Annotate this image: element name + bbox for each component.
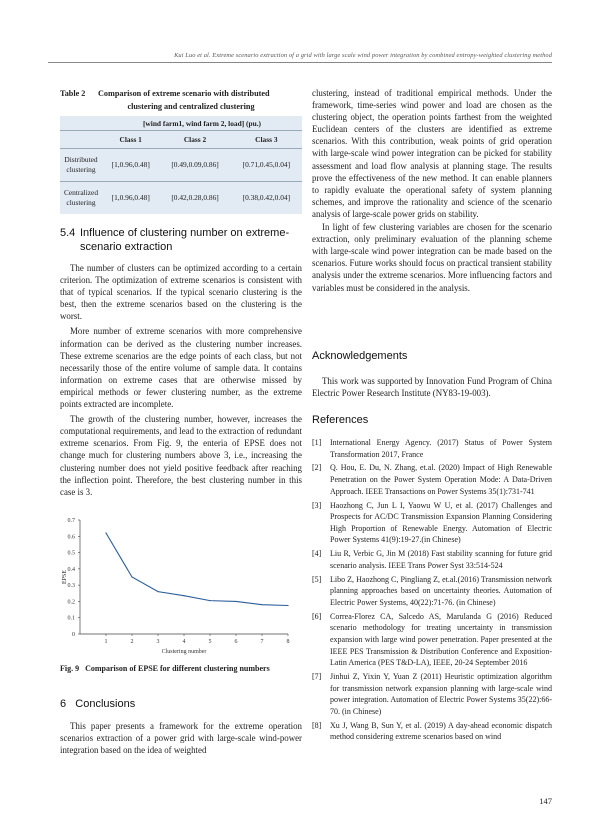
data-point	[235, 601, 236, 602]
figure-caption: Fig. 9 Comparison of EPSE for different clustering numbers	[60, 664, 270, 673]
paragraph: This paper presents a framework for the extreme operation scenarios extraction of a power grid with large-scale wind-power integration based on the idea of weighted	[60, 721, 302, 756]
data-point	[183, 595, 184, 596]
reference-number: [4]	[312, 549, 322, 559]
table-row	[60, 149, 302, 182]
reference-number: [2]	[312, 463, 322, 473]
y-axis-label: EPSE	[62, 569, 68, 585]
reference-item	[312, 548, 552, 571]
y-tick-label: 0.7	[67, 518, 75, 524]
y-tick-label: 0.3	[67, 583, 75, 590]
reference-list	[312, 437, 552, 745]
acknowledgements-heading: Acknowledgements	[312, 350, 408, 362]
running-header: Kui Luo et al. Extreme scenario extraction of a grid with large scale wind power integration by combined entropy-weighted clustering method	[174, 52, 552, 59]
data-point	[287, 605, 288, 606]
table-cell: [0.42,0.28,0.86]	[171, 193, 219, 202]
reference-text: International Energy Agency. (2017) Status of Power System Transformation 2017, France	[330, 438, 552, 459]
reference-text: Libo Z, Haozhong C, Pingliang Z, et.al.(2016) Transmission network planning approaches based on uncertainty theories. Automation of Electric Power Systems, 40(22):71-76. (in Chinese)	[330, 574, 552, 607]
data-point	[131, 576, 132, 577]
table-title-line1: Comparison of extreme scenario with distributed	[98, 89, 270, 98]
reference-text: Q. Hou, E. Du, N. Zhang, et.al. (2020) Impact of High Renewable Penetration on the Power System Operation Mode: A Data-Driven Approach. IEEE Transactions on Power Systems 35(1):731-741	[330, 463, 552, 496]
x-tick-label: 1	[104, 639, 108, 645]
comparison-table	[60, 116, 302, 214]
table-number: Table 2	[60, 89, 86, 98]
section-heading: 5.4 Influence of clustering number on extreme- scenario extraction	[60, 227, 290, 253]
reference-item	[312, 611, 552, 669]
x-tick-label: 2	[130, 639, 134, 645]
reference-item	[312, 574, 552, 609]
reference-number: [3]	[312, 500, 322, 510]
table-row-name: Centralized clustering	[63, 188, 99, 207]
data-point	[209, 600, 210, 601]
reference-number: [8]	[312, 720, 322, 730]
table-cell: [0.49,0.09,0.86]	[159, 149, 230, 182]
epse-series-line	[106, 533, 288, 605]
section-6	[60, 697, 302, 756]
reference-item	[312, 671, 552, 717]
acknowledgements-body	[312, 375, 552, 399]
y-tick-label: 0.6	[67, 534, 75, 541]
x-tick-label: 3	[156, 639, 160, 645]
reference-text: Xu J, Wang B, Sun Y, et al. (2019) A day-ahead economic dispatch method considering extreme scenarios based on wind	[330, 720, 552, 742]
y-tick-label: 0.2	[67, 599, 75, 606]
paragraph: More number of extreme scenarios with more comprehensive information can be derived as the clustering number increases. These extreme scenarios are the edge points of each class, but not necessarily those of the entire volume of sample data. It contains information on extreme cases that are otherwise missed by empirical methods or fewer clustering number, as the extreme points extracted are incomplete.	[60, 326, 302, 410]
reference-item	[312, 462, 552, 497]
x-tick-label: 7	[260, 639, 264, 645]
reference-number: [7]	[312, 672, 322, 682]
right-column-text	[312, 87, 552, 294]
section-5-4	[60, 226, 302, 498]
x-tick-label: 5	[208, 639, 212, 645]
paragraph: clustering, instead of traditional empirical methods. Under the framework, time-series wind power and load are chosen as the clustering object, the operation points farthest from the weighted Euclidean centers of the clusters are identified as extreme scenarios. With this contribution, weak points of grid operation with large-scale wind power integration can be picked for stability assessment and load flow analysis at planning stage. The results prove the effectiveness of the new method. It can enable planners to rapidly evaluate the operational safety of system planning schemes, and improve the rationality and science of the scenario analysis of large-scale power grids on stability.	[312, 88, 552, 219]
paragraph: The number of clusters can be optimized according to a certain criterion. The optimization of extreme scenarios is consistent with that of typical scenarios. If the typical scenario clustering is the best, then the extreme scenarios based on the clustering is the worst.	[60, 263, 302, 322]
epse-line-chart	[60, 512, 302, 662]
y-tick-label: 0.1	[67, 615, 75, 622]
data-point	[261, 604, 262, 605]
table-caption	[60, 87, 302, 113]
table-cell: [0.71,0.45,0.04]	[231, 149, 302, 182]
reference-number: [5]	[312, 574, 322, 584]
reference-text: Liu R, Verbic G, Jin M (2018) Fast stability scanning for future grid scenario analysis. IEEE Trans Power Syst 33:514-524	[330, 549, 552, 570]
references-heading: References	[312, 414, 369, 426]
header-rule	[48, 62, 552, 63]
table-col-header: Class 3	[231, 131, 302, 149]
data-point	[105, 532, 106, 533]
x-axis-label: Clustering number	[161, 649, 207, 655]
table-row-name: Distributed clustering	[60, 149, 102, 182]
reference-item	[312, 437, 552, 460]
page-number: 147	[539, 796, 552, 806]
reference-number: [6]	[312, 611, 322, 621]
table-title-line2: clustering and centralized clustering	[127, 102, 255, 111]
table-col-header: Class 1	[102, 131, 159, 149]
x-tick-label: 6	[234, 639, 238, 645]
table-row	[60, 182, 302, 215]
table-group-header: [wind farm1, wind farm 2, load] (pu.)	[102, 116, 302, 131]
data-point	[157, 591, 158, 592]
y-tick-label: 0.4	[67, 566, 75, 573]
reference-number: [1]	[312, 438, 322, 447]
reference-item	[312, 500, 552, 546]
table-cell: [0.38,0.42,0.04]	[242, 193, 291, 202]
reference-text: Haozhong C, Jun L I, Yaowu W U, et al. (2017) Challenges and Prospects for AC/DC Transmission Expansion Planning Considering High Proportion of Renewable Energy. Automation of Electric Power Systems 41(9):19-27.(in Chinese)	[330, 500, 552, 545]
reference-item	[312, 720, 552, 743]
paragraph: In light of few clustering variables are chosen for the scenario extraction, only preliminary evaluation of the planning scheme with large-scale wind power integration can be made based on the scenarios. Future works should focus on practical transient stability analysis under the extreme scenarios. More influencing factors and variables must be considered in the analysis.	[312, 222, 552, 293]
paragraph: This work was supported by Innovation Fund Program of China Electric Power Research Institute (NY83-19-003).	[312, 376, 552, 399]
paragraph: The growth of the clustering number, however, increases the computational requirements, and lead to the extraction of redundant extreme scenarios. From Fig. 9, the enteria of EPSE does not change much for clustering numbers above 3, i.e., increasing the clustering number does not yield positive feedback after reaching the inflection point. Therefore, the best clustering number in this case is 3.	[60, 414, 302, 497]
y-tick-label: 0.5	[67, 550, 75, 557]
table-cell: [1,0.96,0.48]	[111, 193, 150, 202]
epse-chart	[60, 512, 302, 662]
table-cell: [1,0.96,0.48]	[102, 149, 159, 182]
section-heading: 6 Conclusions	[60, 698, 136, 710]
y-tick-label: 0	[72, 632, 75, 638]
x-tick-label: 4	[182, 639, 186, 645]
x-tick-label: 8	[286, 639, 290, 645]
reference-text: Correa-Florez CA, Salcedo AS, Marulanda G (2016) Reduced scenario methodology for treating uncertainty in transmission expansion with large wind power penetration. Paper presented at the IEEE PES Transmission & Distribution Conference and Exposition-Latin America (PES T&D-LA), IEEE, 20-24 September 2016	[330, 611, 552, 668]
table-col-header: Class 2	[159, 131, 230, 149]
reference-text: Jinhui Z, Yixin Y, Yuan Z (2011) Heuristic optimization algorithm for transmission network expansion planning with large-scale wind power integration. Automation of Electric Power Systems 35(22):66-70. (in Chinese)	[330, 672, 552, 716]
